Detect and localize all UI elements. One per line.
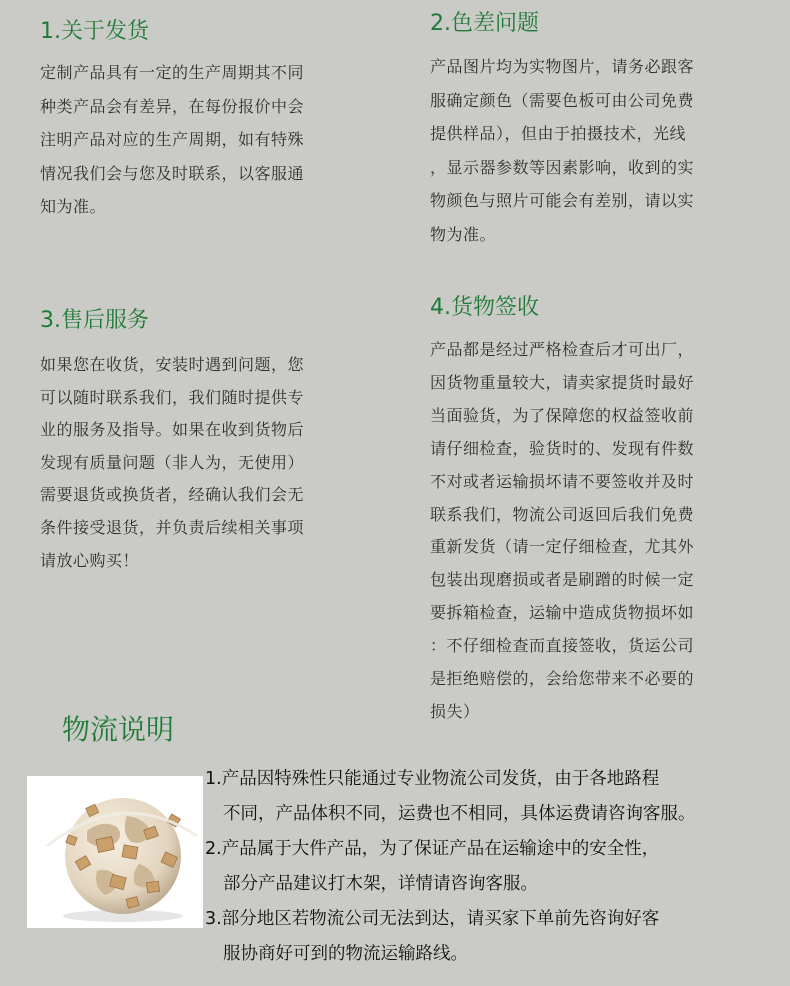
logistics-list bbox=[205, 762, 780, 972]
section-after-sales bbox=[40, 307, 360, 577]
list-item-line: 部分产品建议打木架，详情请咨询客服。 bbox=[223, 874, 538, 894]
list-item-line: 服协商好可到的物流运输路线。 bbox=[223, 944, 468, 964]
list-item-line: 不同，产品体积不同，运费也不相同，具体运费请咨询客服。 bbox=[223, 804, 696, 824]
section-title: 3.售后服务 bbox=[40, 308, 149, 333]
list-item-line: 2.产品属于大件产品，为了保证产品在运输途中的安全性， bbox=[205, 839, 660, 859]
section-body: 产品都是经过严格检查后才可出厂， 因货物重量较大，请卖家提货时最好 当面验货，为了保障您的权益签收前 请仔细检查，验货时的、发现有件数 不对或者运输损坏请不要签收并及时 联系我们，物流公司返回后我们免费 重新发货（请一定仔细检查，尤其外 包装出现磨损或者是刷蹭的时候一定 要拆箱检查，运输中造成货物损坏如 ：不仔细检查而直接签收，货运公司 是拒绝赔偿的，会给您带来不必要的 损失） bbox=[430, 340, 695, 721]
section-color-difference bbox=[430, 10, 750, 251]
section-body: 产品图片均为实物图片，请务必跟客 服确定颜色（需要色板可由公司免费 提供样品），但由于拍摄技术，光线 ，显示器参数等因素影响，收到的实 物颜色与照片可能会有差别，请以实 物为准。 bbox=[430, 57, 695, 244]
section-title: 1.关于发货 bbox=[40, 19, 149, 44]
globe-with-boxes-icon bbox=[27, 776, 203, 928]
list-item bbox=[205, 762, 780, 832]
section-title: 2.色差问题 bbox=[430, 11, 539, 36]
section-shipping bbox=[40, 18, 360, 224]
logistics-title: 物流说明 bbox=[62, 713, 175, 746]
list-item bbox=[205, 902, 780, 972]
list-item-line: 1.产品因特殊性只能通过专业物流公司发货，由于各地路程 bbox=[205, 769, 660, 789]
list-item-line: 3.部分地区若物流公司无法到达，请买家下单前先咨询好客 bbox=[205, 909, 660, 929]
section-receipt bbox=[430, 294, 750, 729]
section-body: 如果您在收货，安装时遇到问题，您 可以随时联系我们，我们随时提供专 业的服务及指导。如果在收到货物后 发现有质量问题（非人为，无使用） 需要退货或换货者，经确认我们会无 条件接受退货，并负责后续相关事项 请放心购买！ bbox=[40, 355, 305, 570]
list-item bbox=[205, 832, 780, 902]
section-title: 4.货物签收 bbox=[430, 295, 539, 320]
section-body: 定制产品具有一定的生产周期其不同 种类产品会有差异，在每份报价中会 注明产品对应的生产周期，如有特殊 情况我们会与您及时联系，以客服通 知为准。 bbox=[40, 63, 305, 216]
